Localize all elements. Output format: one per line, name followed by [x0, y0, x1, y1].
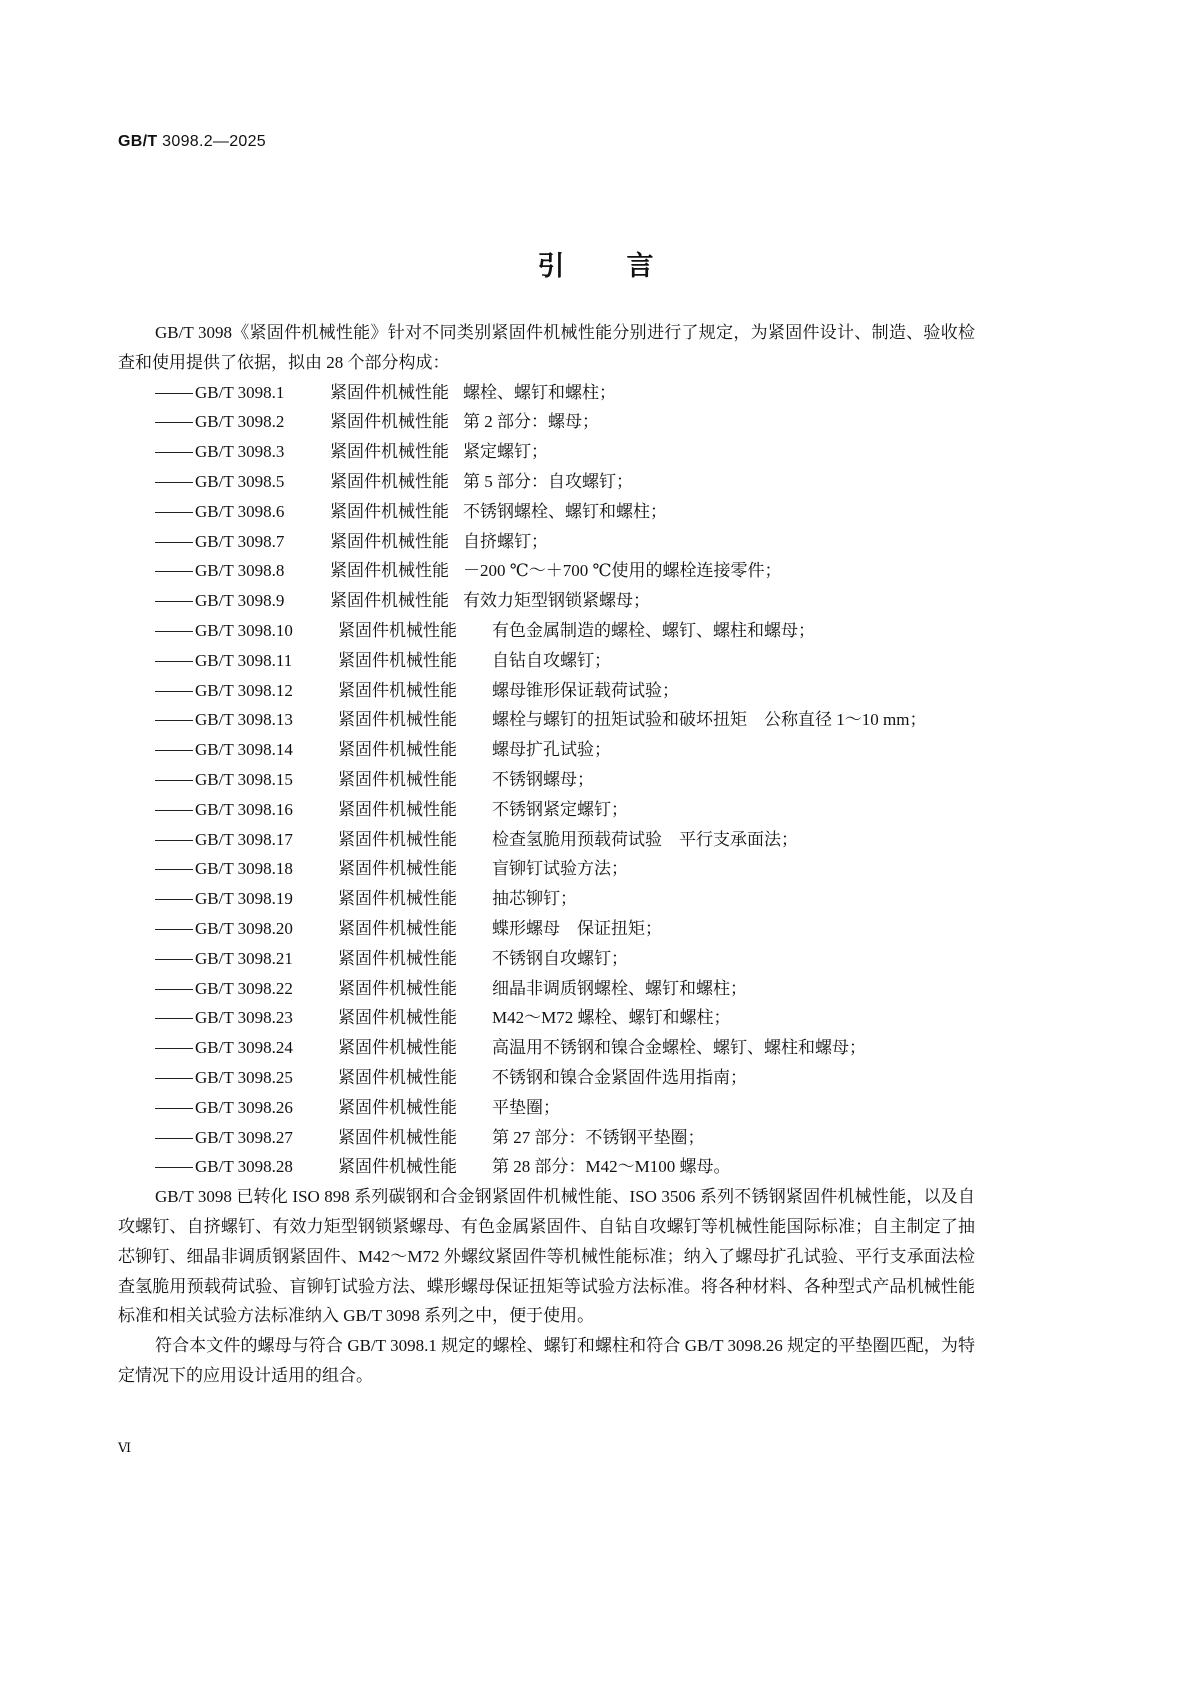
list-item: [195, 646, 975, 676]
part-code: GB/T 3098.26: [195, 1097, 293, 1117]
part-title: 紧固件机械性能: [338, 740, 457, 760]
part-title: 紧固件机械性能: [338, 1157, 457, 1177]
list-item: [195, 1003, 975, 1033]
part-title: 紧固件机械性能: [338, 650, 457, 670]
part-content: 高温用不锈钢和镍合金螺栓、螺钉、螺柱和螺母；: [492, 1038, 866, 1058]
compatibility-paragraph: 符合本文件的螺母与符合 GB/T 3098.1 规定的螺栓、螺钉和螺柱和符合 GB/T 3098.26 规定的平垫圈匹配，为特定情况下的应用设计适用的组合。: [118, 1336, 975, 1385]
list-item: [195, 914, 975, 944]
part-title: 紧固件机械性能: [338, 829, 457, 849]
list-item: [195, 884, 975, 914]
part-content: 不锈钢紧定螺钉；: [492, 799, 628, 819]
document-body: [118, 318, 975, 1391]
part-content: M42～M72 螺栓、螺钉和螺柱；: [492, 1008, 731, 1028]
part-content: 不锈钢自攻螺钉；: [492, 948, 628, 968]
intro-paragraph: GB/T 3098《紧固件机械性能》针对不同类别紧固件机械性能分别进行了规定，为紧固件设计、制造、验收检查和使用提供了依据，拟由 28 个部分构成：: [118, 323, 975, 372]
part-content: 蝶形螺母 保证扭矩；: [492, 918, 662, 938]
list-item: [195, 1093, 975, 1123]
part-content: 螺栓与螺钉的扭矩试验和破坏扭矩 公称直径 1～10 mm；: [492, 710, 927, 730]
list-item: [195, 676, 975, 706]
section-title: 引言: [537, 251, 716, 281]
part-content: 不锈钢和镍合金紧固件选用指南；: [492, 1067, 747, 1087]
part-title: 紧固件机械性能: [338, 1127, 457, 1147]
part-code: GB/T 3098.5: [195, 471, 285, 491]
part-title: 紧固件机械性能: [338, 680, 457, 700]
list-item: [195, 944, 975, 974]
part-code: GB/T 3098.23: [195, 1008, 293, 1028]
part-title: 紧固件机械性能: [330, 382, 449, 402]
parts-list: [118, 378, 975, 1183]
part-code: GB/T 3098.18: [195, 859, 293, 879]
part-code: GB/T 3098.28: [195, 1157, 293, 1177]
list-item: [195, 735, 975, 765]
part-code: GB/T 3098.7: [195, 531, 285, 551]
part-title: 紧固件机械性能: [330, 561, 449, 581]
list-item: [195, 1123, 975, 1153]
part-content: 盲铆钉试验方法；: [492, 859, 628, 879]
part-content: 有效力矩型钢锁紧螺母；: [463, 591, 650, 611]
list-item: [195, 467, 975, 497]
part-title: 紧固件机械性能: [338, 859, 457, 879]
part-code: GB/T 3098.21: [195, 948, 293, 968]
part-code: GB/T 3098.8: [195, 561, 285, 581]
part-title: 紧固件机械性能: [338, 978, 457, 998]
part-code: GB/T 3098.1: [195, 382, 285, 402]
list-item: [195, 586, 975, 616]
part-title: 紧固件机械性能: [338, 710, 457, 730]
part-code: GB/T 3098.3: [195, 442, 285, 462]
part-content: 第 2 部分：螺母；: [463, 412, 599, 432]
part-code: GB/T 3098.22: [195, 978, 293, 998]
part-content: 螺母扩孔试验；: [492, 740, 611, 760]
part-content: 检查氢脆用预载荷试验 平行支承面法；: [492, 829, 798, 849]
part-content: 第 5 部分：自攻螺钉；: [463, 471, 633, 491]
part-content: 细晶非调质钢螺栓、螺钉和螺柱；: [492, 978, 747, 998]
list-item: [195, 1152, 975, 1182]
document-code: [118, 133, 266, 151]
part-content: 自钻自攻螺钉；: [492, 650, 611, 670]
page-number: Ⅵ: [118, 1440, 132, 1455]
part-title: 紧固件机械性能: [338, 948, 457, 968]
part-content: －200 ℃～＋700 ℃使用的螺栓连接零件；: [463, 561, 782, 581]
part-title: 紧固件机械性能: [330, 531, 449, 551]
part-title: 紧固件机械性能: [338, 918, 457, 938]
part-title: 紧固件机械性能: [330, 442, 449, 462]
part-title: 紧固件机械性能: [338, 799, 457, 819]
part-title: 紧固件机械性能: [338, 769, 457, 789]
part-title: 紧固件机械性能: [338, 889, 457, 909]
part-title: 紧固件机械性能: [330, 591, 449, 611]
list-item: [195, 825, 975, 855]
part-code: GB/T 3098.16: [195, 799, 293, 819]
list-item: [195, 974, 975, 1004]
part-code: GB/T 3098.20: [195, 918, 293, 938]
part-code: GB/T 3098.27: [195, 1127, 293, 1147]
list-item: [195, 1033, 975, 1063]
part-content: 第 28 部分：M42～M100 螺母。: [492, 1157, 731, 1177]
part-code: GB/T 3098.15: [195, 769, 293, 789]
part-title: 紧固件机械性能: [338, 1038, 457, 1058]
part-content: 紧定螺钉；: [463, 442, 548, 462]
standard-number: 3098.2—2025: [157, 133, 266, 150]
part-code: GB/T 3098.25: [195, 1067, 293, 1087]
part-code: GB/T 3098.14: [195, 740, 293, 760]
part-content: 抽芯铆钉；: [492, 889, 577, 909]
part-content: 螺栓、螺钉和螺柱；: [463, 382, 616, 402]
part-content: 第 27 部分：不锈钢平垫圈；: [492, 1127, 705, 1147]
part-code: GB/T 3098.10: [195, 620, 293, 640]
part-code: GB/T 3098.11: [195, 650, 293, 670]
conversion-paragraph: GB/T 3098 已转化 ISO 898 系列碳钢和合金钢紧固件机械性能、ISO 3506 系列不锈钢紧固件机械性能，以及自攻螺钉、自挤螺钉、有效力矩型钢锁紧螺母、有色金属紧固件、自钻自攻螺钉等机械性能国际标准；自主制定了抽芯铆钉、细晶非调质钢紧固件、M42～M72 外螺纹紧固件等机械性能标准；纳入了螺母扩孔试验、平行支承面法检查氢脆用预载荷试验、盲铆钉试验方法、蝶形螺母保证扭矩等试验方法标准。将各种材料、各种型式产品机械性能标准和相关试验方法标准纳入 GB/T 3098 系列之中，便于使用。: [118, 1187, 975, 1326]
part-code: GB/T 3098.2: [195, 412, 285, 432]
part-content: 平垫圈；: [492, 1097, 560, 1117]
part-title: 紧固件机械性能: [338, 1097, 457, 1117]
part-code: GB/T 3098.24: [195, 1038, 293, 1058]
part-code: GB/T 3098.9: [195, 591, 285, 611]
list-item: [195, 854, 975, 884]
part-content: 不锈钢螺栓、螺钉和螺柱；: [463, 501, 667, 521]
part-title: 紧固件机械性能: [330, 501, 449, 521]
part-title: 紧固件机械性能: [338, 1008, 457, 1028]
list-item: [195, 497, 975, 527]
part-title: 紧固件机械性能: [330, 471, 449, 491]
part-code: GB/T 3098.17: [195, 829, 293, 849]
list-item: [195, 795, 975, 825]
list-item: [195, 765, 975, 795]
part-content: 螺母锥形保证载荷试验；: [492, 680, 679, 700]
list-item: [195, 1063, 975, 1093]
part-content: 有色金属制造的螺栓、螺钉、螺柱和螺母；: [492, 620, 815, 640]
part-content: 自挤螺钉；: [463, 531, 548, 551]
part-code: GB/T 3098.6: [195, 501, 285, 521]
list-item: [195, 437, 975, 467]
part-code: GB/T 3098.13: [195, 710, 293, 730]
list-item: [195, 616, 975, 646]
part-title: 紧固件机械性能: [338, 1067, 457, 1087]
standard-prefix: GB/T: [118, 133, 158, 150]
list-item: [195, 705, 975, 735]
part-title: 紧固件机械性能: [330, 412, 449, 432]
list-item: [195, 556, 975, 586]
list-item: [195, 407, 975, 437]
part-title: 紧固件机械性能: [338, 620, 457, 640]
part-code: GB/T 3098.12: [195, 680, 293, 700]
part-content: 不锈钢螺母；: [492, 769, 594, 789]
list-item: [195, 527, 975, 557]
part-code: GB/T 3098.19: [195, 889, 293, 909]
list-item: [195, 378, 975, 408]
